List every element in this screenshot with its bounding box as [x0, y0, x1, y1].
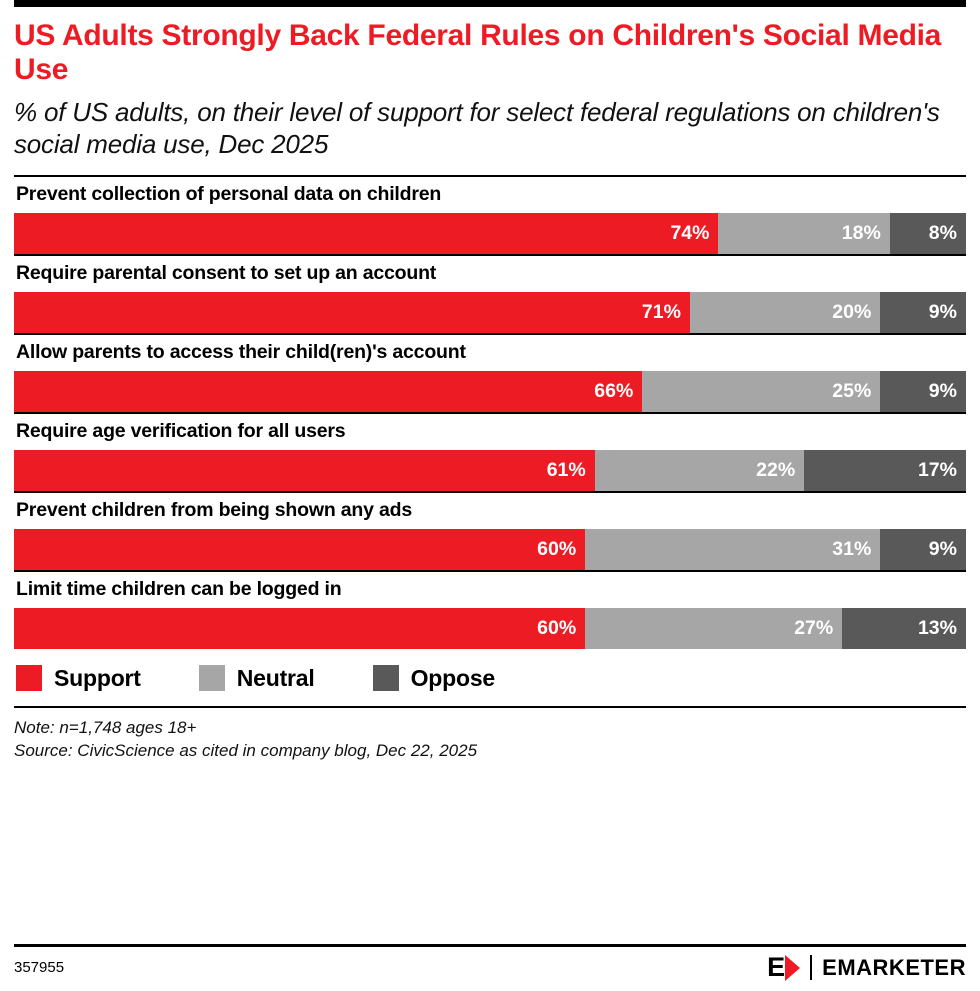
- legend-label: Oppose: [410, 664, 496, 691]
- bar-category-label: Limit time children can be logged in: [16, 577, 342, 600]
- legend-swatch-icon: [199, 665, 225, 691]
- chart-notes: [14, 717, 966, 763]
- chart-row: [14, 333, 966, 412]
- legend-label: Support: [54, 664, 141, 691]
- bar-segment-support: 60%: [14, 608, 585, 649]
- bar-segment-oppose: 17%: [804, 450, 966, 491]
- brand-letter-e: E: [767, 952, 785, 982]
- emarketer-logo: [767, 954, 966, 981]
- bar-category-label: Allow parents to access their child(ren)'s account: [16, 340, 466, 363]
- legend-item-neutral: [199, 665, 315, 692]
- bar-category-label: Prevent collection of personal data on children: [16, 182, 442, 205]
- brand-mark-icon: [767, 954, 802, 981]
- chart-id: 357955: [14, 959, 65, 976]
- top-divider: [14, 0, 966, 7]
- bar-category-label: Prevent children from being shown any ads: [16, 498, 412, 521]
- bar-segment-oppose: 9%: [880, 371, 966, 412]
- stacked-bar-chart: [14, 175, 966, 649]
- bar-category-label: Require age verification for all users: [16, 419, 346, 442]
- legend-item-support: [16, 665, 141, 692]
- legend-swatch-icon: [16, 665, 42, 691]
- bar-segment-support: 66%: [14, 371, 642, 412]
- bar-segment-support: 71%: [14, 292, 690, 333]
- bar-group: [14, 529, 966, 570]
- source-text: Source: CivicScience as cited in company blog, Dec 22, 2025: [14, 740, 478, 760]
- legend-label: Neutral: [236, 664, 315, 691]
- brand-name: EMARKETER: [822, 954, 966, 980]
- bar-segment-oppose: 13%: [842, 608, 966, 649]
- chart-row: [14, 491, 966, 570]
- bar-segment-support: 61%: [14, 450, 595, 491]
- bar-segment-support: 74%: [14, 213, 718, 254]
- chart-footer: [14, 944, 966, 981]
- bar-segment-neutral: 20%: [690, 292, 880, 333]
- bar-group: [14, 292, 966, 333]
- bar-group: [14, 371, 966, 412]
- notes-divider: [14, 706, 966, 708]
- note-text: Note: n=1,748 ages 18+: [14, 717, 197, 737]
- bar-segment-neutral: 25%: [642, 371, 880, 412]
- chart-row: [14, 254, 966, 333]
- bar-segment-oppose: 9%: [880, 292, 966, 333]
- bar-segment-support: 60%: [14, 529, 585, 570]
- bar-segment-neutral: 22%: [595, 450, 804, 491]
- bar-category-label: Require parental consent to set up an account: [16, 261, 437, 284]
- bar-group: [14, 450, 966, 491]
- chart-row: [14, 570, 966, 649]
- legend-item-oppose: [373, 665, 495, 692]
- legend-swatch-icon: [373, 665, 399, 691]
- chart-row: [14, 412, 966, 491]
- bar-segment-oppose: 9%: [880, 529, 966, 570]
- bar-segment-neutral: 18%: [718, 213, 889, 254]
- page-title: US Adults Strongly Back Federal Rules on Children's Social Media Use: [14, 19, 942, 87]
- chart-subtitle: % of US adults, on their level of support for select federal regulations on children's social media use, Dec 2025: [14, 97, 940, 160]
- footer-divider: [14, 944, 966, 947]
- bar-group: [14, 608, 966, 649]
- brand-triangle-icon: [785, 955, 800, 981]
- bar-segment-oppose: 8%: [890, 213, 966, 254]
- bar-segment-neutral: 31%: [585, 529, 880, 570]
- bar-segment-neutral: 27%: [585, 608, 842, 649]
- brand-divider: [810, 955, 812, 980]
- chart-row: [14, 175, 966, 254]
- chart-legend: [14, 665, 966, 692]
- bar-group: [14, 213, 966, 254]
